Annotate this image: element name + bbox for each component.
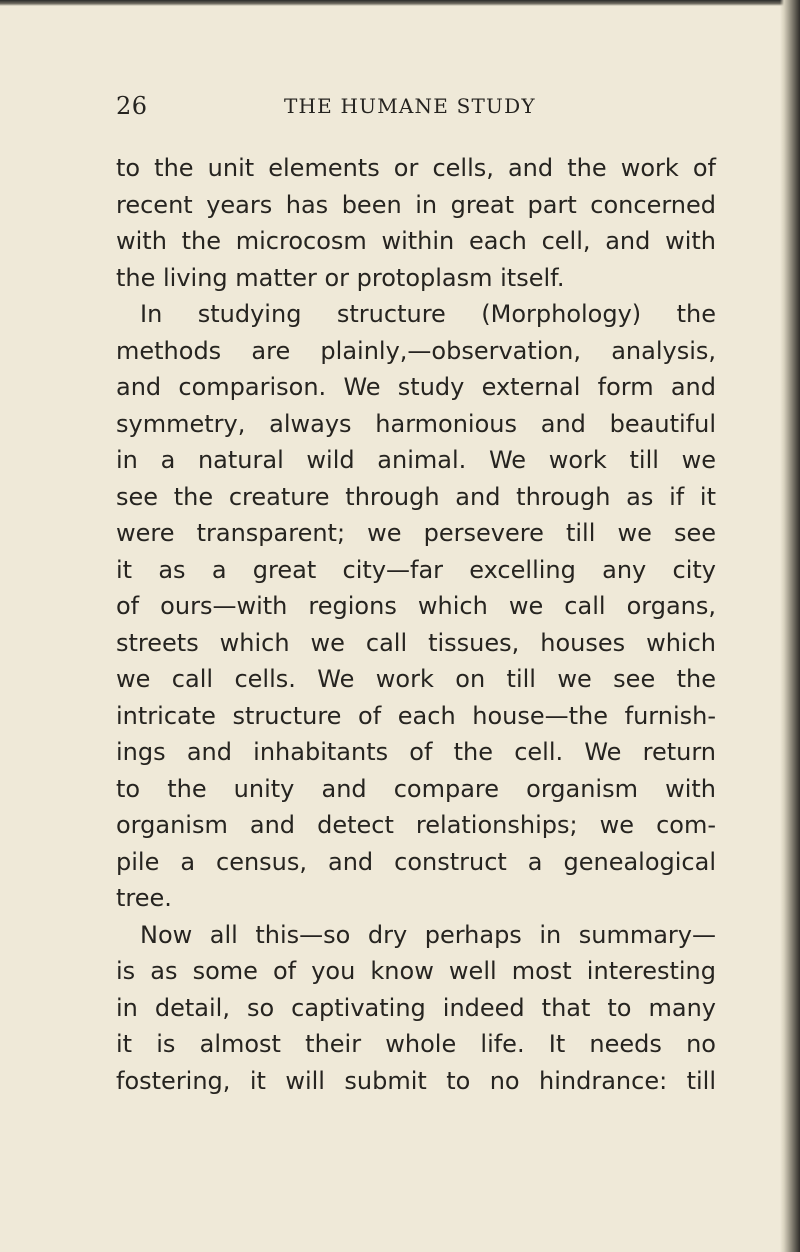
scan-right-edge bbox=[780, 0, 800, 1252]
text-line: organism and detect relationships; we com- bbox=[116, 811, 716, 839]
body-text bbox=[116, 150, 716, 1099]
text-line: to the unit elements or cells, and the work of bbox=[116, 154, 716, 182]
text-line: intricate structure of each house—the furnish- bbox=[116, 701, 716, 730]
text-line: symmetry, always harmonious and beautiful bbox=[116, 409, 716, 438]
text-line: fostering, it will submit to no hindrance: till bbox=[116, 1066, 716, 1095]
text-line: Now all this—so dry perhaps in summary— bbox=[140, 920, 716, 949]
text-line: were transparent; we persevere till we see bbox=[116, 519, 716, 547]
page-header bbox=[116, 92, 716, 126]
running-head: THE HUMANE STUDY bbox=[284, 94, 536, 118]
text-line: pile a census, and construct a genealogical bbox=[116, 847, 716, 876]
text-line: methods are plainly,—observation, analysis, bbox=[116, 336, 716, 365]
text-line: it is almost their whole life. It needs no bbox=[116, 1030, 716, 1058]
text-line: see the creature through and through as if it bbox=[116, 482, 716, 511]
text-line: In studying structure (Morphology) the bbox=[140, 300, 716, 328]
text-line: recent years has been in great part concerned bbox=[116, 190, 716, 219]
text-line: to the unity and compare organism with bbox=[116, 774, 716, 803]
page-number: 26 bbox=[116, 92, 148, 120]
text-line: we call cells. We work on till we see the bbox=[116, 665, 716, 693]
text-line: with the microcosm within each cell, and with bbox=[116, 227, 716, 255]
text-line: is as some of you know well most interesting bbox=[116, 957, 716, 985]
text-line: ings and inhabitants of the cell. We return bbox=[116, 738, 716, 766]
text-line: in detail, so captivating indeed that to many bbox=[116, 993, 716, 1022]
text-line: in a natural wild animal. We work till we bbox=[116, 446, 716, 474]
text-line: it as a great city—far excelling any city bbox=[116, 555, 716, 584]
text-line: the living matter or protoplasm itself. bbox=[116, 263, 565, 292]
text-line: and comparison. We study external form and bbox=[116, 373, 716, 401]
text-line: of ours—with regions which we call organs, bbox=[116, 592, 716, 620]
text-line: streets which we call tissues, houses which bbox=[116, 628, 716, 657]
scan-top-edge bbox=[0, 0, 800, 6]
text-line: tree. bbox=[116, 884, 172, 912]
